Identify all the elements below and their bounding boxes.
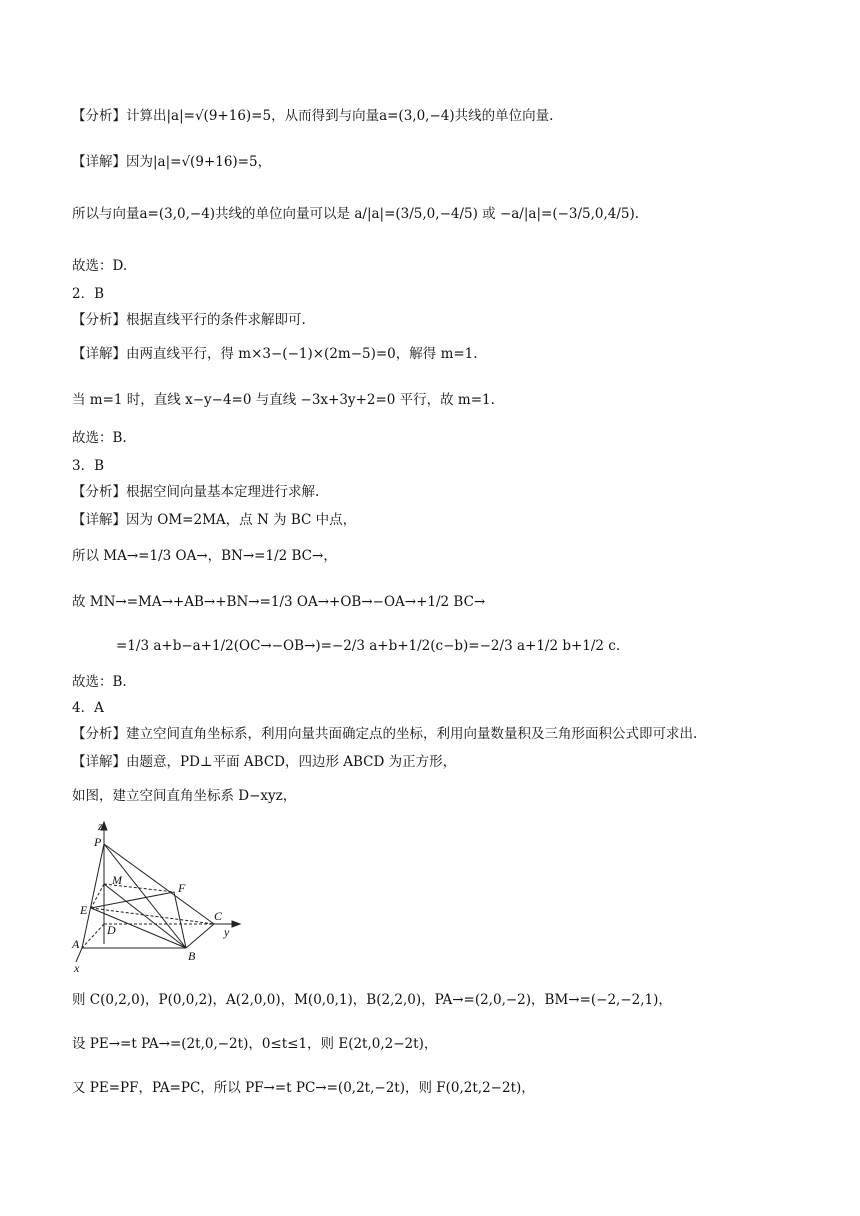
line-text: 所以 MA→=1/3 OA→，BN→=1/2 BC→， [72,548,337,564]
line-text: 2．B [72,286,105,302]
line-text: 故选：D. [72,258,128,274]
analysis-tag: 【分析】 [72,726,126,742]
line-text: 如图，建立空间直角坐标系 D−xyz， [72,788,297,804]
line-text: =1/3 a+b−a+1/2(OC→−OB→)=−2/3 a+b+1/2(c−b)=−2/3 a+1/2 b+1/2 c. [116,638,621,654]
edge-MB [104,884,186,948]
detail-tag: 【详解】 [72,346,126,362]
line-text: 根据直线平行的条件求解即可. [126,312,306,328]
line-20 [72,786,296,806]
edge-PA [82,844,104,948]
question-number [72,456,104,476]
line-23 [72,1078,535,1098]
line-7 [72,344,478,364]
label-z: z [98,819,103,833]
analysis-tag: 【分析】 [72,484,126,500]
line-18 [72,724,697,744]
detail-tag: 【详解】 [72,154,126,170]
line-3 [72,204,639,224]
line-12 [72,510,356,530]
label-x: x [74,961,80,975]
line-2 [72,152,271,172]
line-14 [72,592,485,612]
line-13 [72,546,337,566]
line-text: 设 PE→=t PA→=(2t,0,−2t)，0≤t≤1，则 E(2t,0,2−2t)， [72,1036,438,1052]
line-text: 故选：B. [72,430,127,446]
line-text: 由两直线平行，得 m×3−(−1)×(2m−5)=0，解得 m=1. [126,346,478,362]
line-text: 又 PE=PF，PA=PC，所以 PF→=t PC→=(0,2t,−2t)，则 F(0,2t,2−2t)， [72,1080,535,1096]
pyramid-figure [64,818,254,978]
line-15 [116,636,620,656]
line-text: 建立空间直角坐标系，利用向量共面确定点的坐标，利用向量数量积及三角形面积公式即可求出. [126,726,698,742]
line-text: 因为 OM=2MA，点 N 为 BC 中点， [126,512,357,528]
line-21 [72,990,672,1010]
line-8 [72,390,495,410]
edge-PB [104,844,186,948]
line-19 [72,752,456,772]
line-1 [72,106,553,126]
line-text: 因为|a|=√(9+16)=5， [126,154,272,170]
line-text: 4．A [72,700,104,716]
y-arrow [232,921,240,927]
line-16 [72,672,127,692]
analysis-tag: 【分析】 [72,108,126,124]
edge-BC [186,924,214,948]
line-text: 3．B [72,458,105,474]
line-text: 则 C(0,2,0)，P(0,0,2)，A(2,0,0)，M(0,0,1)，B(2,2,0)，PA→=(2,0,−2)，BM→=(−2,−2,1)， [72,992,672,1008]
line-text: 所以与向量a=(3,0,−4)共线的单位向量可以是 a/|a|=(3/5,0,−4/5) 或 −a/|a|=(−3/5,0,4/5). [72,206,640,222]
label-C: C [214,909,223,923]
label-B: B [188,949,196,963]
line-6 [72,310,306,330]
line-text: 故选：B. [72,674,127,690]
line-text: 计算出|a|=√(9+16)=5，从而得到与向量a=(3,0,−4)共线的单位向量. [126,108,554,124]
question-number [72,284,104,304]
analysis-tag: 【分析】 [72,312,126,328]
line-text: 故 MN→=MA→+AB→+BN→=1/3 OA→+OB→−OA→+1/2 BC→ [72,594,486,610]
line-text: 当 m=1 时，直线 x−y−4=0 与直线 −3x+3y+2=0 平行，故 m=1. [72,392,495,408]
x-axis [82,924,104,948]
label-A: A [72,937,80,951]
line-9 [72,428,127,448]
line-text: 由题意，PD⊥平面 ABCD，四边形 ABCD 为正方形， [126,754,457,770]
label-E: E [80,903,88,917]
label-P: P [94,835,102,849]
line-11 [72,482,319,502]
label-D: D [107,923,116,937]
detail-tag: 【详解】 [72,512,126,528]
line-22 [72,1034,437,1054]
label-y: y [224,925,230,939]
edge-EF [91,892,174,908]
question-number [72,698,104,718]
label-F: F [178,881,186,895]
line-text: 根据空间向量基本定理进行求解. [126,484,320,500]
label-M: M [112,873,122,887]
detail-tag: 【详解】 [72,754,126,770]
line-4 [72,256,127,276]
